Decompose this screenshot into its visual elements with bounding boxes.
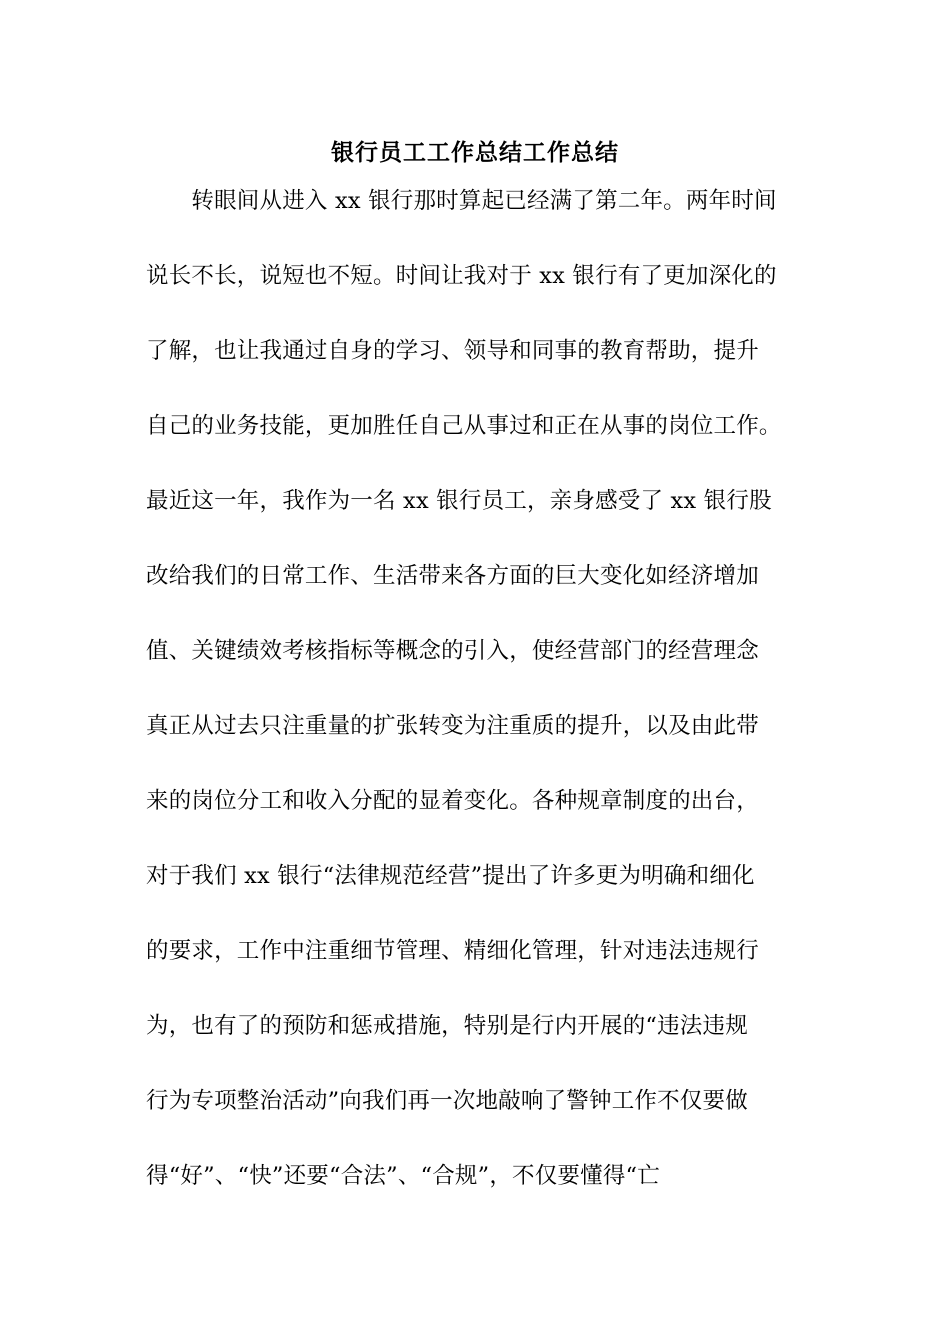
document-title: 银行员工工作总结工作总结 — [331, 140, 619, 166]
text-line: 真正从过去只注重量的扩张转变为注重质的提升，以及由此带 — [146, 713, 759, 739]
text-line: 说长不长，说短也不短。时间让我对于 xx 银行有了更加深化的 — [146, 263, 777, 289]
text-line: 转眼间从进入 xx 银行那时算起已经满了第二年。两年时间 — [146, 188, 777, 214]
text-line: 行为专项整治活动”向我们再一次地敲响了警钟工作不仅要做 — [146, 1088, 748, 1114]
text-line: 改给我们的日常工作、生活带来各方面的巨大变化如经济增加 — [146, 563, 759, 589]
text-line: 来的岗位分工和收入分配的显着变化。各种规章制度的出台， — [146, 788, 759, 814]
text-line: 值、关键绩效考核指标等概念的引入，使经营部门的经营理念 — [146, 638, 759, 664]
text-line: 对于我们 xx 银行“法律规范经营”提出了许多更为明确和细化 — [146, 863, 755, 889]
text-line: 自己的业务技能，更加胜任自己从事过和正在从事的岗位工作。 — [146, 413, 782, 439]
text-line: 的要求，工作中注重细节管理、精细化管理，针对违法违规行 — [146, 938, 759, 964]
document-body — [146, 183, 836, 1233]
text-line: 得“好”、“快”还要“合法”、“合规”，不仅要懂得“亡 — [146, 1163, 660, 1189]
text-line: 了解，也让我通过自身的学习、领导和同事的教育帮助，提升 — [146, 338, 759, 364]
text-line: 最近这一年，我作为一名 xx 银行员工，亲身感受了 xx 银行股 — [146, 488, 772, 514]
text-line: 为，也有了的预防和惩戒措施，特别是行内开展的“违法违规 — [146, 1013, 748, 1039]
